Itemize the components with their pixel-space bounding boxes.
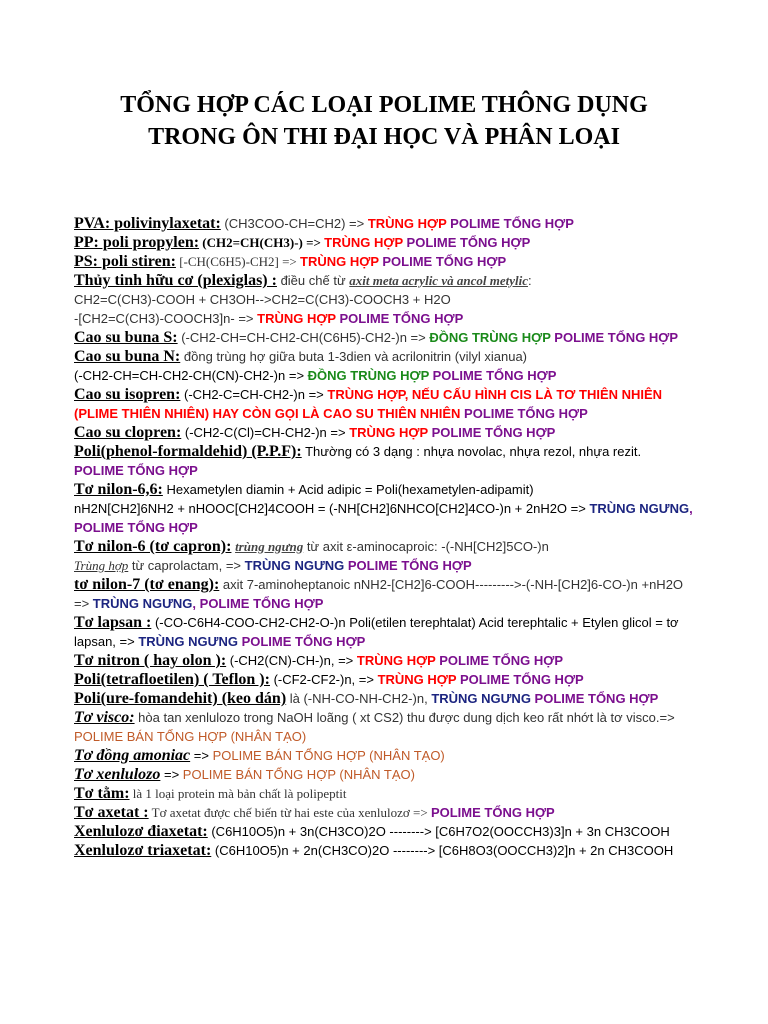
entry-formula: (-CH2-C(Cl)=CH-CH2-)n => <box>181 425 350 440</box>
entry-text: là 1 loại protein mà bản chất là polipeptit <box>129 786 347 801</box>
method-label: TRÙNG HỢP <box>356 653 436 668</box>
entry-buna-s <box>74 328 694 347</box>
entry-text: Thường có 3 dạng : nhựa novolac, nhựa rezol, nhựa rezit. <box>301 444 642 459</box>
entry-visco <box>74 708 694 746</box>
entry-plexiglas <box>74 271 694 328</box>
class-label: POLIME TỔNG HỢP <box>74 463 198 478</box>
entry-nilon-7 <box>74 575 694 613</box>
entry-text: từ axit ε-aminocaproic: -(-NH[CH2]5CO-)n <box>303 539 549 554</box>
class-label: POLIME BÁN TỔNG HỢP (NHÂN TẠO) <box>212 748 445 763</box>
class-label: POLIME TỔNG HỢP <box>435 653 563 668</box>
method-label: ĐỒNG TRÙNG HỢP <box>429 330 551 345</box>
entry-formula: (CH3COO-CH=CH2) => <box>220 216 368 231</box>
entry-term: Cao su isopren: <box>74 386 181 403</box>
method-label: ĐỒNG TRÙNG HỢP <box>307 368 430 383</box>
entry-text: (-CO-C6H4-COO-CH2-CH2-O-)n Poli(etilen terephtalat) Acid terephtalic + Etylen glicol = tơ lapsan, => <box>74 615 679 649</box>
class-label: , POLIME TỔNG HỢP <box>74 501 693 535</box>
entry-clopren <box>74 423 694 442</box>
entry-term: Tơ tằm: <box>74 785 130 802</box>
entry-text: => <box>190 748 213 763</box>
entry-lapsan <box>74 613 694 651</box>
class-label: POLIME TỔNG HỢP <box>429 368 557 383</box>
class-label: POLIME BÁN TỔNG HỢP (NHÂN TẠO) <box>182 767 415 782</box>
entry-text: điều chế từ <box>276 273 350 288</box>
entry-axetat <box>74 803 694 822</box>
entry-term: Poli(phenol-formaldehid) (P.P.F): <box>74 443 302 460</box>
entry-ure-fomandehit <box>74 689 694 708</box>
entry-term: Tơ xenlulozo <box>74 766 161 783</box>
entry-formula: (-CH2(CN)-CH-)n, => <box>226 653 357 668</box>
entry-formula: (-CH2-C=CH-CH2-)n => <box>180 387 328 402</box>
entry-pva <box>74 214 694 233</box>
entry-term: Cao su clopren: <box>74 424 182 441</box>
entry-text: Hexametylen diamin + Acid adipic = Poli(hexametylen-adipamit) <box>162 482 534 497</box>
method-label: TRÙNG HỢP <box>377 672 457 687</box>
class-label: POLIME TỔNG HỢP <box>344 558 472 573</box>
entry-term: Poli(tetrafloetilen) ( Teflon ): <box>74 671 270 688</box>
method-label: TRÙNG HỢP <box>324 235 403 250</box>
entry-term: Tơ đồng amoniac <box>74 747 191 764</box>
class-label: POLIME TỔNG HỢP <box>237 634 366 649</box>
entry-term: Tơ nilon-6,6: <box>74 481 163 498</box>
entry-term: Tơ lapsan : <box>74 614 152 631</box>
entry-text: Tơ axetat được chế biến từ hai este của xenlulozơ => <box>148 805 431 820</box>
entry-formula: (-CF2-CF2-)n, => <box>269 672 378 687</box>
entry-formula: (CH2=CH(CH3)-) => <box>199 235 325 250</box>
document-title <box>74 0 694 153</box>
entry-xenlulozo <box>74 765 694 784</box>
class-label: POLIME TỔNG HỢP <box>530 691 659 706</box>
entry-ppf <box>74 442 694 480</box>
class-label: POLIME TỔNG HỢP <box>378 254 507 269</box>
entry-isopren <box>74 385 694 423</box>
entry-text: hòa tan xenlulozo trong NaOH loãng ( xt CS2) thu được dung dịch keo rất nhớt là tơ visco.=> <box>134 710 675 725</box>
entry-text: axit 7-aminoheptanoic nNH2-[CH2]6-COOH--------->-(-NH-[CH2]6-CO-)n +nH2O => <box>74 577 684 611</box>
entry-term: tơ nilon-7 (tơ enang): <box>74 576 220 593</box>
entry-to-tam <box>74 784 694 803</box>
entry-nitron <box>74 651 694 670</box>
entry-nilon-6 <box>74 537 694 575</box>
class-label: POLIME TỔNG HỢP <box>446 216 574 231</box>
class-label: POLIME TỔNG HỢP <box>335 311 464 326</box>
entry-dong-amoniac <box>74 746 694 765</box>
method-label: TRÙNG HỢP <box>349 425 428 440</box>
entry-nilon-66 <box>74 480 694 537</box>
entry-term: Poli(ure-fomandehit) (keo dán) <box>74 690 287 707</box>
class-label: POLIME TỔNG HỢP <box>427 425 556 440</box>
entry-formula: là (-NH-CO-NH-CH2-)n, <box>286 691 432 706</box>
method-label: TRÙNG HỢP <box>257 311 336 326</box>
entry-reaction: nH2N[CH2]6NH2 + nHOOC[CH2]4COOH = (-NH[CH2]6NHCO[CH2]4CO-)n + 2nH2O => <box>74 501 590 516</box>
method-label: TRÙNG NGƯNG <box>244 558 345 573</box>
entry-formula: (-CH2-CH=CH-CH2-CH(CN)-CH2-)n => <box>74 368 308 383</box>
entry-term: Tơ visco: <box>74 709 135 726</box>
class-label: POLIME TỔNG HỢP <box>430 805 555 820</box>
entry-term: Xenlulozơ triaxetat: <box>74 842 212 859</box>
class-label: POLIME TỔNG HỢP <box>460 406 588 421</box>
entry-triaxetat <box>74 841 694 860</box>
entry-teflon <box>74 670 694 689</box>
entry-term: Thủy tinh hữu cơ (plexiglas) : <box>74 272 277 289</box>
entry-text: : <box>527 273 532 288</box>
class-label: POLIME TỔNG HỢP <box>402 235 531 250</box>
entry-ps <box>74 252 694 271</box>
class-label: POLIME BÁN TỔNG HỢP (NHÂN TẠO) <box>74 729 307 744</box>
method-label: TRÙNG NGƯNG <box>589 501 690 516</box>
entry-pp <box>74 233 694 252</box>
entry-emphasis: trùng ngưng <box>235 539 304 554</box>
entry-emphasis: Trùng hợp <box>74 558 129 573</box>
entry-reaction: (C6H10O5)n + 2n(CH3CO)2O --------> [C6H8O3(OOCCH3)2]n + 2n CH3COOH <box>211 843 674 858</box>
entry-formula: (-CH2-CH=CH-CH2-CH(C6H5)-CH2-)n => <box>177 330 430 345</box>
entry-term: PS: poli stiren: <box>74 253 176 270</box>
entry-reaction: CH2=C(CH3)-COOH + CH3OH-->CH2=C(CH3)-COOCH3 + H2O <box>74 292 451 307</box>
entry-buna-n <box>74 347 694 385</box>
polymer-list <box>74 214 694 860</box>
class-label: POLIME TỔNG HỢP <box>456 672 584 687</box>
entry-formula: [-CH(C6H5)-CH2] => <box>175 254 301 269</box>
entry-term: Tơ nilon-6 (tơ capron): <box>74 538 232 555</box>
method-label: TRÙNG HỢP <box>300 254 379 269</box>
title-line-2: TRONG ÔN THI ĐẠI HỌC VÀ PHÂN LOẠI <box>148 124 620 150</box>
entry-term: PVA: polivinylaxetat: <box>74 215 221 232</box>
entry-diaxetat <box>74 822 694 841</box>
entry-formula: -[CH2=C(CH3)-COOCH3]n- => <box>74 311 258 326</box>
entry-text: => <box>160 767 183 782</box>
entry-term: Tơ nitron ( hay olon ): <box>74 652 227 669</box>
method-label: TRÙNG HỢP, NẾU CẤU HÌNH CIS LÀ TƠ THIÊN NHIÊN (PLIME THIÊN NHIÊN) HAY CÒN GỌI LÀ CAO SU THIÊN NHIÊN <box>74 387 663 421</box>
entry-text: đồng trùng hợ giữa buta 1-3dien và acrilonitrin (vilyl xianua) <box>180 349 528 364</box>
entry-emphasis: axit meta acrylic và ancol metylic <box>349 273 528 288</box>
entry-term: Xenlulozơ điaxetat: <box>74 823 208 840</box>
class-label: POLIME TỔNG HỢP <box>550 330 679 345</box>
entry-reaction: (C6H10O5)n + 3n(CH3CO)2O --------> [C6H7O2(OOCCH3)3]n + 3n CH3COOH <box>207 824 670 839</box>
class-label: , POLIME TỔNG HỢP <box>192 596 324 611</box>
method-label: TRÙNG HỢP <box>367 216 447 231</box>
entry-text: từ caprolactam, => <box>128 558 245 573</box>
method-label: TRÙNG NGƯNG <box>92 596 193 611</box>
method-label: TRÙNG NGƯNG <box>138 634 238 649</box>
method-label: TRÙNG NGƯNG <box>431 691 531 706</box>
entry-term: Tơ axetat : <box>74 804 149 821</box>
entry-term: PP: poli propylen: <box>74 234 200 251</box>
entry-term: Cao su buna S: <box>74 329 178 346</box>
entry-term: Cao su buna N: <box>74 348 181 365</box>
title-line-1: TỔNG HỢP CÁC LOẠI POLIME THÔNG DỤNG <box>120 92 648 118</box>
